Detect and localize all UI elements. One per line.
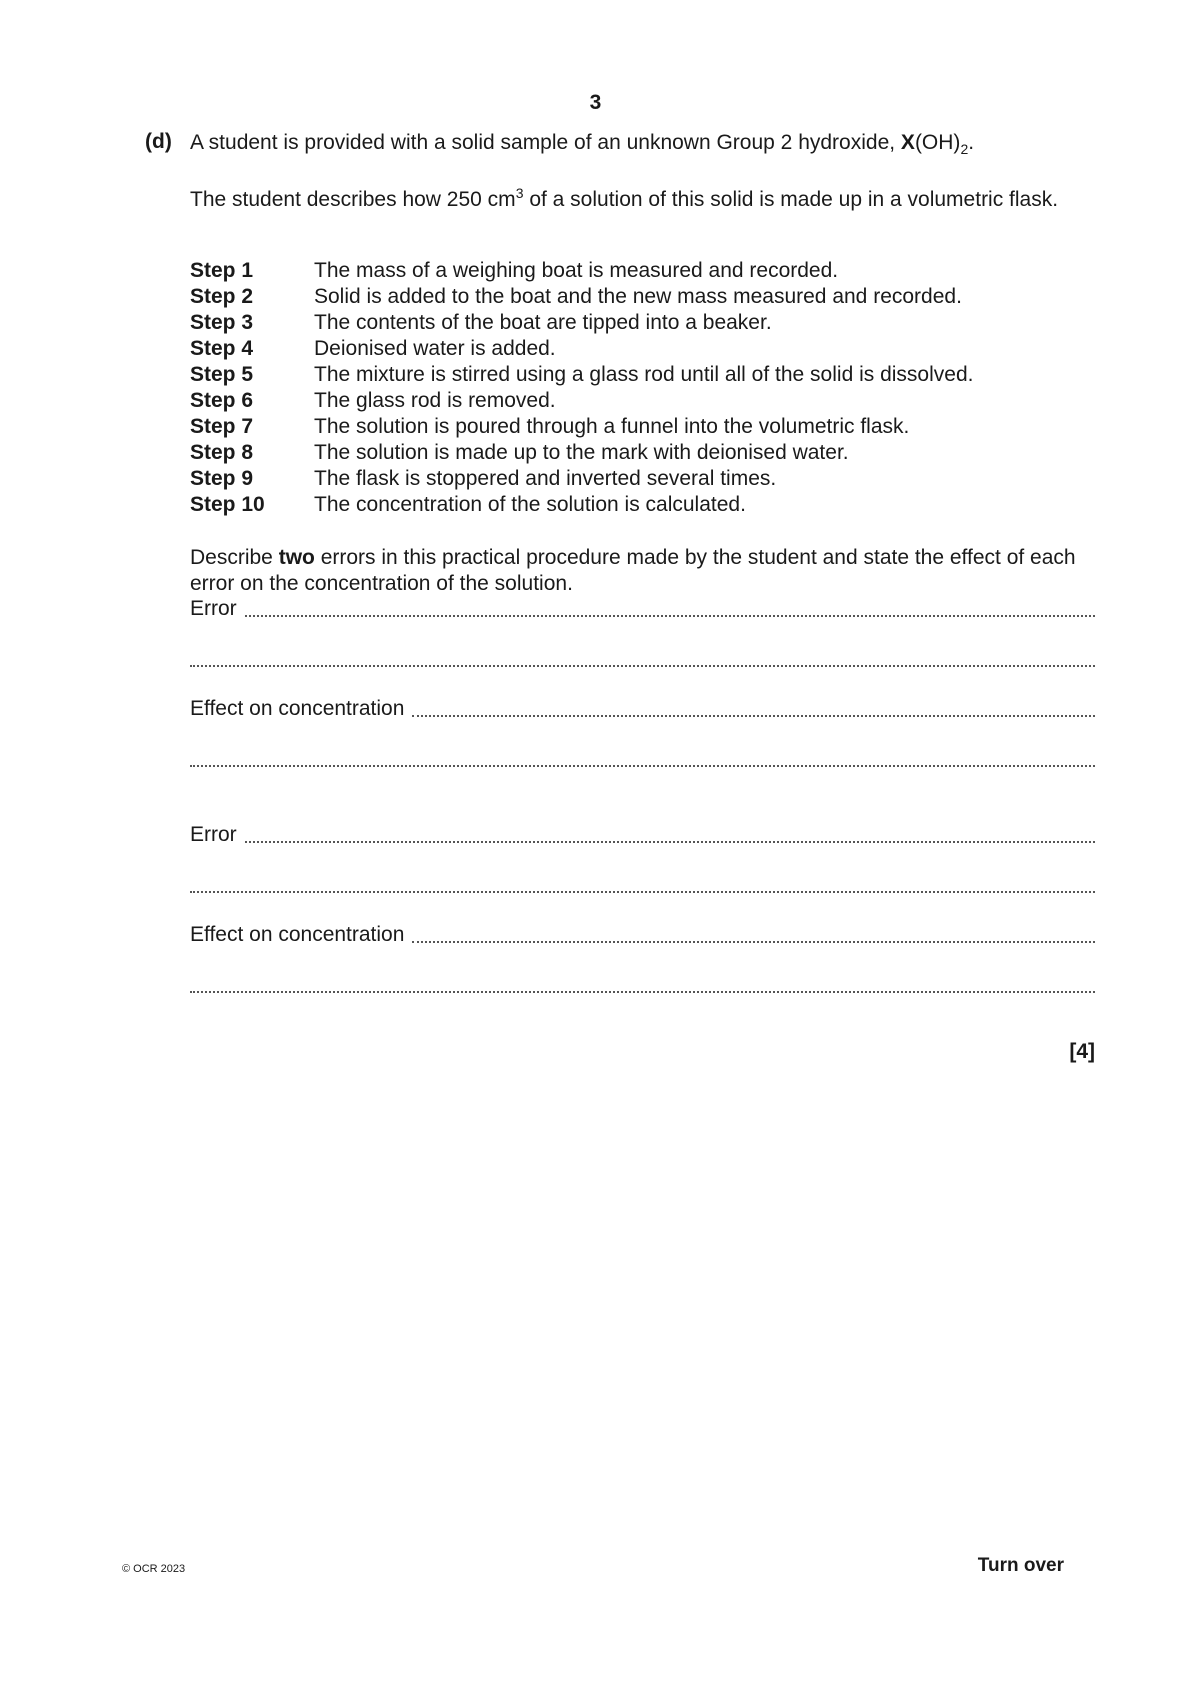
- desc-superscript: 3: [515, 185, 524, 201]
- step-label: Step 5: [190, 363, 254, 386]
- intro-text: A student is provided with a solid sample of an unknown Group 2 hydroxide,: [190, 131, 901, 154]
- step-row: [190, 440, 973, 466]
- step-label: Step 9: [190, 467, 254, 490]
- formula-group: (OH): [914, 131, 961, 154]
- effect-1-continuation-line[interactable]: [190, 746, 1095, 772]
- step-row: [190, 284, 973, 310]
- step-text: The flask is stoppered and inverted several times.: [314, 467, 777, 490]
- step-text: The solution is made up to the mark with deionised water.: [314, 441, 849, 464]
- question-prompt: [190, 545, 1095, 597]
- step-row: [190, 258, 973, 284]
- step-text: Solid is added to the boat and the new mass measured and recorded.: [314, 285, 962, 308]
- step-label: Step 8: [190, 441, 254, 464]
- error-2-line[interactable]: [190, 822, 1095, 848]
- step-row: [190, 466, 973, 492]
- step-label: Step 3: [190, 311, 254, 334]
- error-1-line[interactable]: [190, 596, 1095, 622]
- effect-2-continuation-line[interactable]: [190, 972, 1095, 998]
- question-intro: [190, 130, 1095, 162]
- page-number: 3: [589, 91, 602, 114]
- effect-2-label: Effect on concentration: [190, 923, 405, 946]
- copyright: © OCR 2023: [122, 1563, 186, 1575]
- step-text: The contents of the boat are tipped into a beaker.: [314, 311, 772, 334]
- error-2-continuation-line[interactable]: [190, 872, 1095, 898]
- prompt-text: Describe: [190, 546, 279, 569]
- step-text: The mass of a weighing boat is measured and recorded.: [314, 259, 839, 282]
- step-label: Step 7: [190, 415, 254, 438]
- question-description: [190, 180, 1095, 213]
- step-label: Step 10: [190, 493, 265, 516]
- error-2-label: Error: [190, 823, 237, 846]
- error-1-continuation-line[interactable]: [190, 646, 1095, 672]
- turn-over: Turn over: [977, 1555, 1064, 1576]
- desc-end: of a solution of this solid is made up in a volumetric flask.: [523, 188, 1059, 211]
- step-list: [190, 258, 973, 518]
- effect-1-line[interactable]: [190, 696, 1095, 722]
- step-row: [190, 362, 973, 388]
- formula-symbol: X: [900, 131, 915, 154]
- step-label: Step 1: [190, 259, 254, 282]
- error-1-label: Error: [190, 597, 237, 620]
- step-label: Step 4: [190, 337, 254, 360]
- step-text: The solution is poured through a funnel into the volumetric flask.: [314, 415, 910, 438]
- step-text: Deionised water is added.: [314, 337, 556, 360]
- step-row: [190, 310, 973, 336]
- step-row: [190, 492, 973, 518]
- step-text: The mixture is stirred using a glass rod until all of the solid is dissolved.: [314, 363, 974, 386]
- effect-2-line[interactable]: [190, 922, 1095, 948]
- step-label: Step 2: [190, 285, 254, 308]
- step-row: [190, 336, 973, 362]
- question-label: (d): [145, 130, 172, 153]
- effect-1-label: Effect on concentration: [190, 697, 405, 720]
- formula-subscript: 2: [960, 141, 969, 158]
- desc-text: The student describes how 250 cm: [190, 188, 516, 211]
- step-text: The concentration of the solution is calculated.: [314, 493, 746, 516]
- step-row: [190, 414, 973, 440]
- marks-total: [4]: [1069, 1040, 1095, 1063]
- prompt-emphasis: two: [278, 546, 315, 569]
- prompt-end: errors in this practical procedure made by the student and state the effect of each error on the concentration of the solution.: [190, 546, 1076, 595]
- step-row: [190, 388, 973, 414]
- step-label: Step 6: [190, 389, 254, 412]
- intro-end: .: [968, 131, 975, 154]
- step-text: The glass rod is removed.: [314, 389, 556, 412]
